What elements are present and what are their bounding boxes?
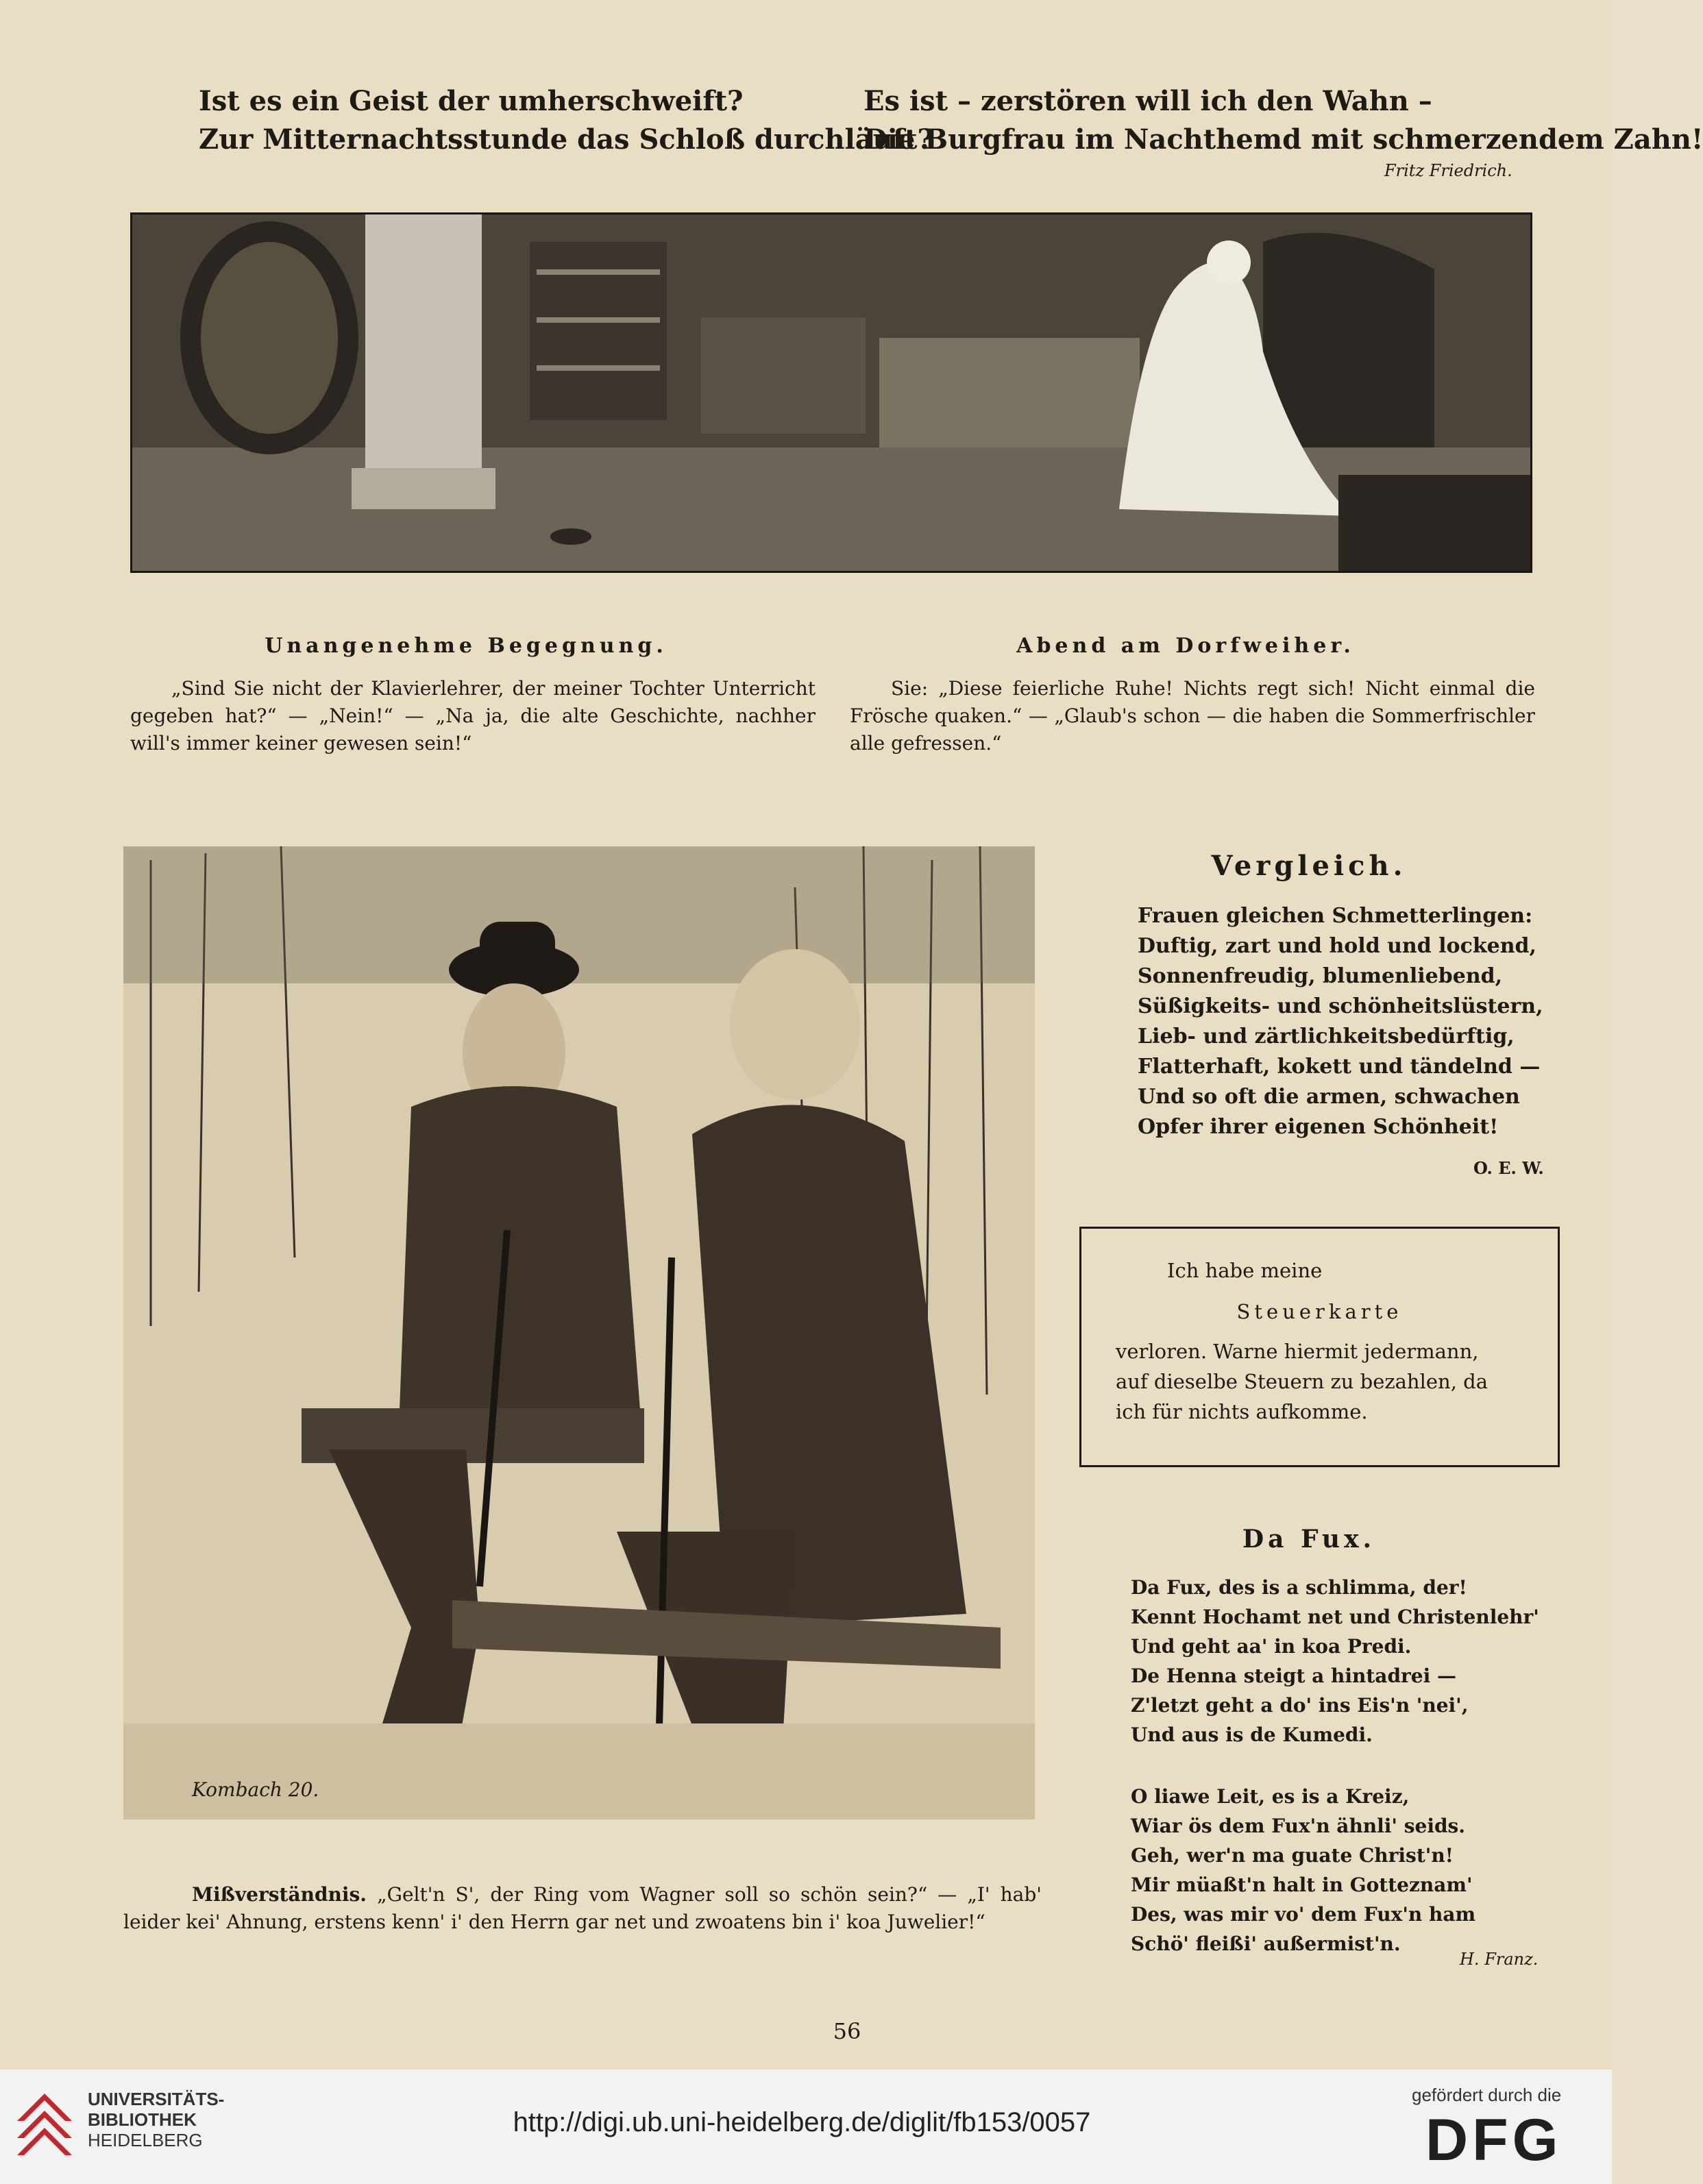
cellar-illustration [130,212,1532,573]
vergleich-line: Opfer ihrer eigenen Schönheit! [1138,1115,1499,1139]
vergleich-line: Lieb- und zärtlichkeitsbedürftig, [1138,1024,1515,1048]
notice-line: Ich habe meine [1167,1259,1323,1282]
dafux-line: Schö' fleißi' außermist'n. [1131,1933,1401,1955]
dafux-line: Wiar ös dem Fux'n ähnli' seids. [1131,1815,1466,1837]
dafux-line: Und aus is de Kumedi. [1131,1723,1373,1746]
notice-line: ich für nichts aufkomme. [1116,1400,1368,1423]
dafux-line: Und geht aa' in koa Predi. [1131,1635,1412,1658]
dafux-line: Da Fux, des is a schlimma, der! [1131,1576,1467,1599]
poem-line: Ist es ein Geist der umherschweift? [199,85,744,117]
poem-signature: Fritz Friedrich. [1384,161,1512,180]
artist-signature: Kombach 20. [192,1778,319,1801]
section-title-dorfweiher: Abend am Dorfweiher. [1016,634,1355,658]
dafux-signature: H. Franz. [1460,1950,1539,1969]
dafux-line: Z'letzt geht a do' ins Eis'n 'nei', [1131,1694,1469,1717]
top-poem-right [863,82,1703,159]
dafux-title: Da Fux. [1242,1525,1376,1554]
caption-title: Mißverständnis. [192,1883,367,1906]
section-title-begegnung: Unangenehme Begegnung. [265,634,667,658]
logo-line: HEIDELBERG [88,2130,203,2150]
dfg-logo: DFG [1425,2107,1563,2173]
vergleich-poem [1138,901,1543,1142]
caption [123,1881,1042,1936]
cellar-drawing [132,214,1530,571]
vergleich-line: Sonnenfreudig, blumenliebend, [1138,964,1503,988]
dafux-stanza-2 [1131,1782,1475,1959]
logo-line: UNIVERSITÄTS- [88,2089,225,2109]
logo-line: BIBLIOTHEK [88,2109,197,2130]
vergleich-line: Duftig, zart und hold und lockend, [1138,934,1536,958]
digital-url-link[interactable]: http://digi.ub.uni-heidelberg.de/diglit/fb153/0057 [513,2107,1091,2137]
notice-box [1079,1227,1560,1467]
section-text-begegnung: „Sind Sie nicht der Klavierlehrer, der meiner Tochter Unterricht gegeben hat?“ — „Nein!“ — „Na ja, die alte Geschichte, nachher will's immer keiner gewesen sein!“ [130,677,816,754]
bench-illustration [123,846,1035,1819]
notice-line: verloren. Warne hiermit jedermann, [1116,1340,1479,1363]
funding-text: gefördert durch die [1412,2085,1562,2105]
dafux-line: O liawe Leit, es is a Kreiz, [1131,1785,1410,1808]
poem-line: Zur Mitternachtsstunde das Schloß durchläuft? [199,123,933,156]
bench-drawing [123,846,1035,1819]
dafux-line: Geh, wer'n ma guate Christ'n! [1131,1844,1454,1867]
dafux-line: De Henna steigt a hintadrei — [1131,1665,1456,1687]
top-poem-left [199,82,933,159]
dafux-line: Mir müaßt'n halt in Gotteznam' [1131,1874,1473,1896]
poem-line: Die Burgfrau im Nachthemd mit schmerzendem Zahn! [863,123,1703,156]
ub-logo-text [88,2089,224,2150]
vergleich-line: Flatterhaft, kokett und tändelnd — [1138,1055,1541,1079]
notice-line: auf dieselbe Steuern zu bezahlen, da [1116,1370,1488,1393]
caption-text: „Gelt'n S', der Ring vom Wagner soll so schön sein?“ — „I' hab' leider kei' Ahnung, erstens kenn' i' den Herrn gar net und zwoatens bin i' koa Juwelier!“ [123,1883,1042,1933]
ub-logo-icon [17,2087,72,2162]
vergleich-line: Und so oft die armen, schwachen [1138,1085,1520,1109]
section-text-dorfweiher: Sie: „Diese feierliche Ruhe! Nichts regt sich! Nicht einmal die Frösche quaken.“ — „Glaub's schon — die haben die Sommerfrischler alle gefressen.“ [850,677,1535,754]
vergleich-signature: O. E. W. [1473,1158,1544,1178]
notice-heading: Steuerkarte [1236,1300,1403,1323]
dafux-stanza-1 [1131,1573,1539,1750]
dafux-line: Kennt Hochamt net und Christenlehr' [1131,1606,1539,1628]
poem-line: Es ist – zerstören will ich den Wahn – [863,85,1432,117]
vergleich-line: Süßigkeits- und schönheitslüstern, [1138,994,1543,1018]
vergleich-line: Frauen gleichen Schmetterlingen: [1138,904,1533,928]
footer-bar [0,2070,1612,2184]
dafux-line: Des, was mir vo' dem Fux'n ham [1131,1903,1476,1926]
page-number: 56 [833,2018,861,2044]
vergleich-title: Vergleich. [1211,850,1407,882]
